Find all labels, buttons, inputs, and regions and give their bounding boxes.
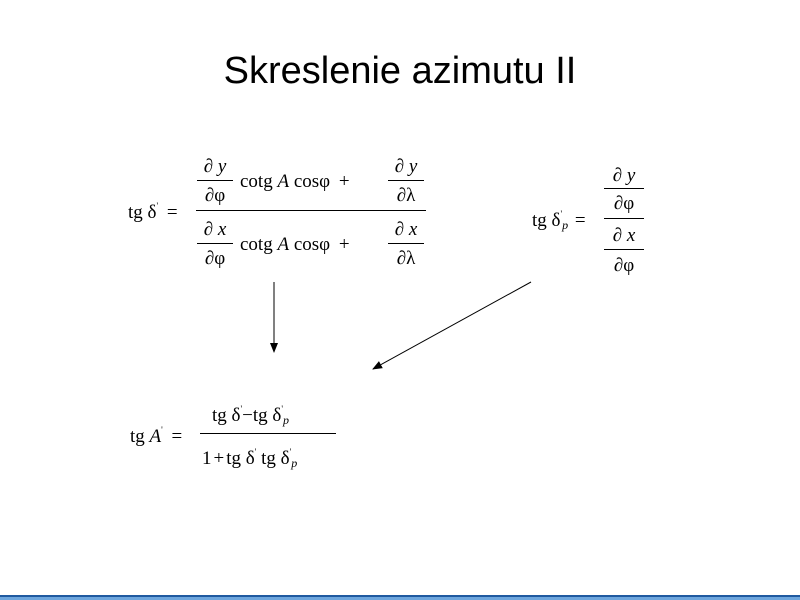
eq1-num-frac1-top: ∂ y <box>203 156 227 177</box>
eq3-den-tg2: tg δ <box>261 448 290 469</box>
eq3-num-tg1: tg δ <box>212 405 241 426</box>
eq1-den-phi: φ <box>319 234 331 255</box>
eq1-lhs-tg: tg δ <box>128 202 157 223</box>
eq1-num-A: A <box>277 171 290 192</box>
eq1-num-plus: + <box>338 171 350 192</box>
eq1-den-frac2-bot: ∂λ <box>396 248 416 269</box>
slide-title: Skreslenie azimutu II <box>223 50 577 92</box>
eq1-num-cotg: cotg <box>240 171 273 192</box>
eq2-den-top: ∂ x <box>612 225 636 246</box>
eq1-num-phi: φ <box>319 171 331 192</box>
diagonal-arrow <box>373 282 531 369</box>
eq3-den-one: 1 <box>202 448 212 469</box>
eq3-num-sub: p <box>282 413 289 427</box>
eq1-lhs-prime: ' <box>156 201 159 211</box>
eq1-num-cos: cos <box>293 171 320 192</box>
eq3-lhs-prime: ' <box>161 425 163 435</box>
eq3-den-prime1: ' <box>254 447 257 457</box>
eq3-den-prime2: ' <box>289 447 292 457</box>
eq2-equals: = <box>574 210 586 231</box>
eq1-equals: = <box>166 202 178 223</box>
eq1-den-A: A <box>277 234 290 255</box>
eq1-den-cos: cos <box>293 234 320 255</box>
eq1-den-plus: + <box>338 234 350 255</box>
eq1-den-frac2-top: ∂ x <box>394 219 418 240</box>
eq1-num-frac1-bot: ∂φ <box>204 185 226 206</box>
eq1-den-cotg: cotg <box>240 234 273 255</box>
eq3-lhs-A: A <box>149 426 162 447</box>
eq2-lhs-tg: tg δ <box>532 210 561 231</box>
eq1-den-frac1-bot: ∂φ <box>204 248 226 269</box>
eq3-den-plus: + <box>213 448 225 469</box>
eq2-lhs-sub: p <box>562 218 569 232</box>
eq3-num-prime2: ' <box>281 404 283 414</box>
eq3-main-fraction-bar <box>200 433 336 434</box>
eq2-num-top: ∂ y <box>612 165 636 186</box>
eq3-equals: = <box>171 426 183 447</box>
eq1-den-frac1-top: ∂ x <box>203 219 227 240</box>
eq1-num-frac2-top: ∂ y <box>394 156 418 177</box>
eq3-den-tg1: tg δ <box>226 448 255 469</box>
eq3-num-prime1: ' <box>240 404 243 414</box>
eq2-den-bot: ∂φ <box>613 255 635 276</box>
eq3-num-minus: − <box>242 405 253 426</box>
eq2-num-bot: ∂φ <box>613 193 635 214</box>
eq1-num-frac2-bot: ∂λ <box>396 185 416 206</box>
eq3-num-tg2: tg δ <box>252 405 282 426</box>
eq3-lhs-tg: tg <box>130 426 145 447</box>
eq3-den-sub: p <box>291 456 298 470</box>
eq2-lhs-prime: ' <box>560 209 563 219</box>
